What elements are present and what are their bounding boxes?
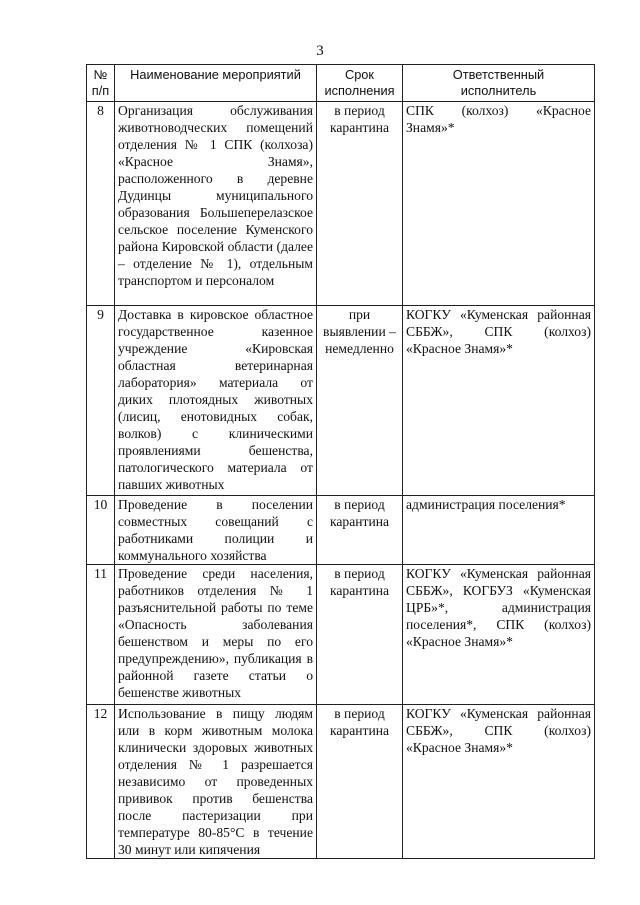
header-number: № п/п [87,65,115,102]
measure-term: при выявлении – немедленно [317,306,403,496]
table-row [87,102,595,306]
measure-term: в период карантина [317,102,403,306]
measure-name: Доставка в кировское областное государственное казенное учреждение «Кировская областная ветеринарная лаборатория» материала от диких плотоядных животных (лисиц, енотовидных собак, волков) с клиническими проявлениями бешенства, патологического материала от павших животных [115,306,317,496]
table-row [87,496,595,565]
measure-term: в период карантина [317,496,403,565]
measure-responsible: администрация поселения* [403,496,595,565]
measure-name: Проведение среди населения, работников отделения № 1 разъяснительной работы по теме «Опасность заболевания бешенством и меры по его предупреждению», публикация в районной газете статьи о бешенстве животных [115,565,317,705]
row-number: 10 [87,496,115,565]
row-number: 12 [87,705,115,859]
table-header-row [87,65,595,102]
measure-name: Организация обслуживания животноводческих помещений отделения № 1 СПК (колхоза) «Красное Знамя», расположенного в деревне Дудинцы муниципального образования Большеперелазское сельское поселение Куменского района Кировской области (далее – отделение № 1), отдельным транспортом и персоналом [115,102,317,306]
header-term: Срок исполнения [317,65,403,102]
measure-responsible: КОГКУ «Куменская районная СББЖ», КОГБУЗ «Куменская ЦРБ»*, администрация поселения*, СПК (колхоз) «Красное Знамя»* [403,565,595,705]
header-responsible: Ответственный исполнитель [403,65,595,102]
table-row [87,306,595,496]
measure-name: Использование в пищу людям или в корм животным молока клинически здоровых животных отделения № 1 разрешается независимо от проведенных прививок против бешенства после пастеризации при температуре 80-85°С в течение 30 минут или кипячения [115,705,317,859]
header-name: Наименование мероприятий [115,65,317,102]
row-number: 9 [87,306,115,496]
measure-responsible: СПК (колхоз) «Красное Знамя»* [403,102,595,306]
measures-table [86,64,595,859]
measure-responsible: КОГКУ «Куменская районная СББЖ», СПК (колхоз) «Красное Знамя»* [403,306,595,496]
measure-term: в период карантина [317,565,403,705]
table-row [87,705,595,859]
table-row [87,565,595,705]
row-number: 11 [87,565,115,705]
row-number: 8 [87,102,115,306]
page-number: 3 [316,43,324,59]
measure-responsible: КОГКУ «Куменская районная СББЖ», СПК (колхоз) «Красное Знамя»* [403,705,595,859]
measure-term: в период карантина [317,705,403,859]
measure-name: Проведение в поселении совместных совещаний с работниками полиции и коммунального хозяйства [115,496,317,565]
